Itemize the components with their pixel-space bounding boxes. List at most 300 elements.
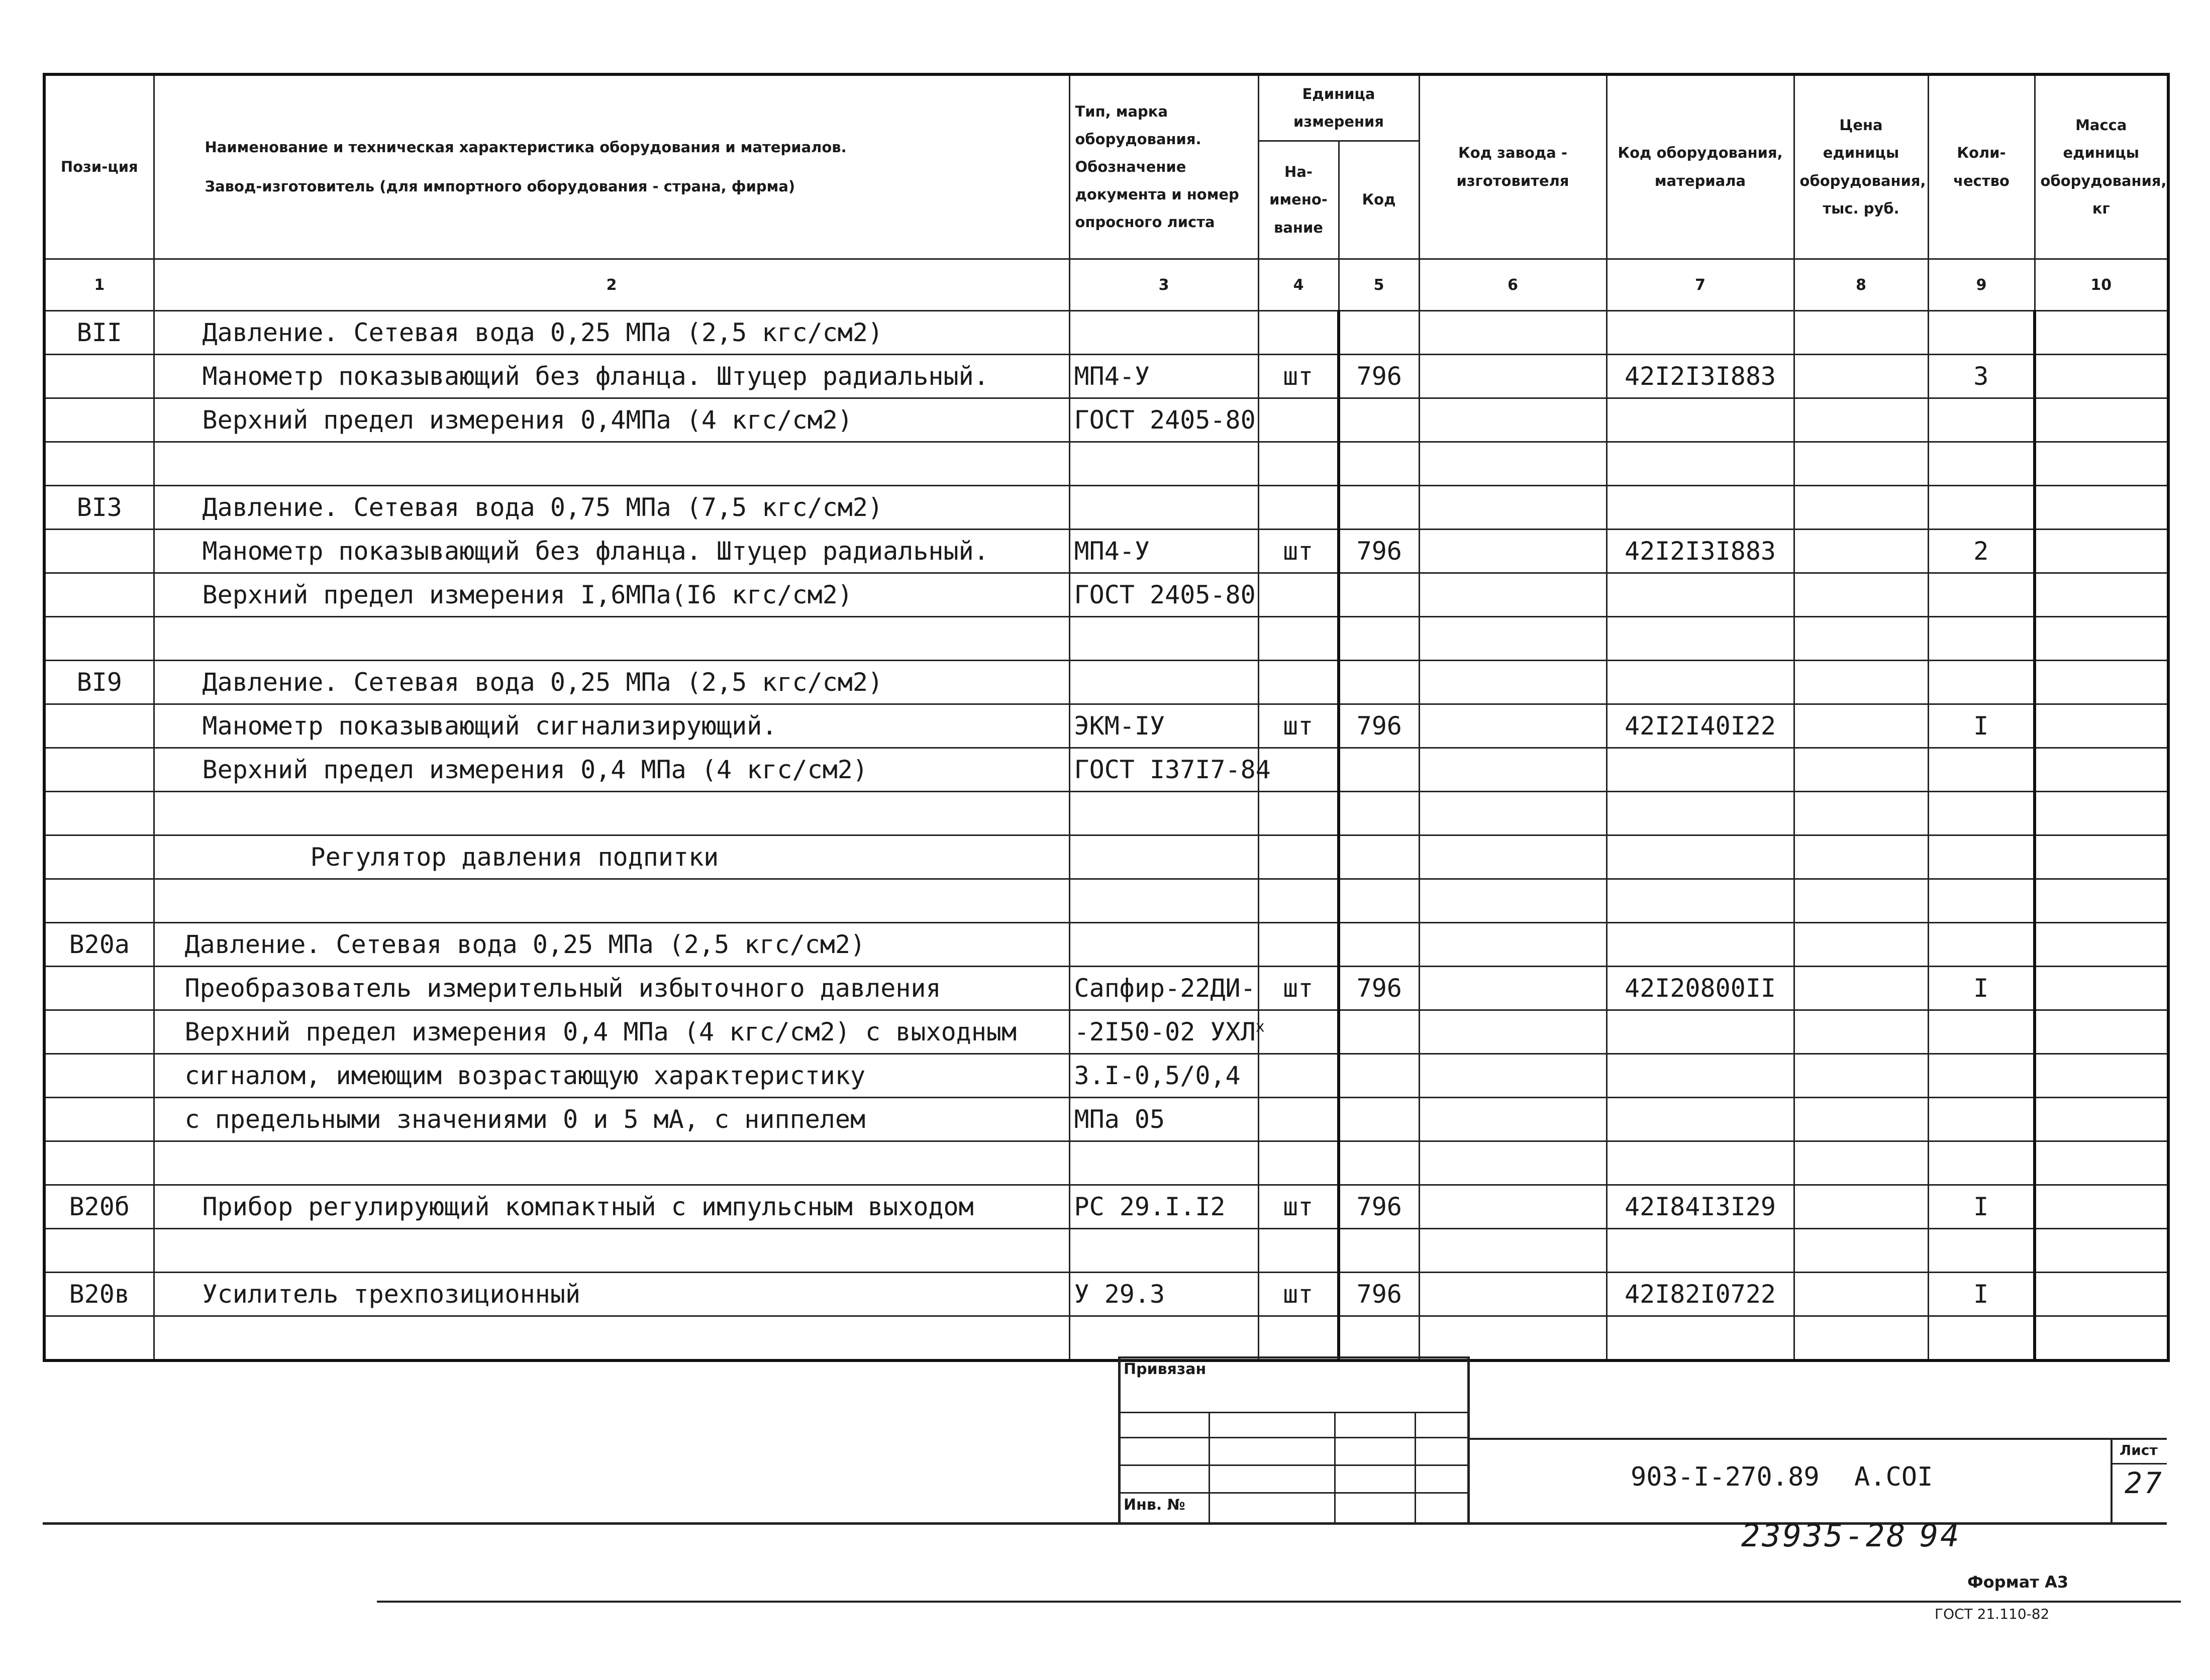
unit-code-cell	[1339, 879, 1419, 923]
name-cell	[154, 792, 1069, 835]
type-cell: Сапфир-22ДИ-	[1069, 967, 1258, 1010]
unit-name-cell: шт	[1258, 704, 1339, 748]
quantity-cell: 2	[1928, 530, 2035, 573]
mass-cell	[2035, 1273, 2168, 1316]
quantity-cell: I	[1928, 1185, 2035, 1229]
equipment-code-cell	[1606, 748, 1794, 792]
unit-code-cell	[1339, 835, 1419, 879]
price-cell	[1794, 923, 1928, 967]
factory-code-cell	[1419, 355, 1606, 398]
unit-code-cell	[1339, 748, 1419, 792]
position-cell	[44, 573, 154, 617]
header-position: Пози-ция	[44, 74, 154, 259]
factory-code-cell	[1419, 1185, 1606, 1229]
mass-cell	[2035, 573, 2168, 617]
price-cell	[1794, 530, 1928, 573]
equipment-code-cell: 42I20800II	[1606, 967, 1794, 1010]
quantity-cell	[1928, 573, 2035, 617]
quantity-cell	[1928, 486, 2035, 530]
tb-line	[1118, 1356, 1121, 1525]
header-name-line1: Наименование и техническая характеристика оборудования и материалов.	[205, 139, 847, 156]
position-cell	[44, 1229, 154, 1273]
header-unit-code: Код	[1339, 141, 1419, 259]
unit-code-cell: 796	[1339, 355, 1419, 398]
table-row	[44, 1273, 2168, 1316]
tb-line	[1118, 1437, 1470, 1438]
table-row	[44, 1141, 2168, 1185]
type-cell: ГОСТ I37I7-84	[1069, 748, 1258, 792]
quantity-cell	[1928, 792, 2035, 835]
column-number: 2	[154, 259, 1069, 311]
quantity-cell: I	[1928, 967, 2035, 1010]
table-row	[44, 355, 2168, 398]
unit-name-cell	[1258, 835, 1339, 879]
bottom-rule	[377, 1601, 2181, 1603]
type-cell	[1069, 1141, 1258, 1185]
unit-code-cell	[1339, 1010, 1419, 1054]
column-number: 9	[1928, 259, 2035, 311]
quantity-cell	[1928, 835, 2035, 879]
header-price: Цена единицы оборудования, тыс. руб.	[1794, 74, 1928, 259]
equipment-code-cell	[1606, 792, 1794, 835]
position-cell	[44, 792, 154, 835]
price-cell	[1794, 1054, 1928, 1098]
table-row	[44, 530, 2168, 573]
equipment-code-cell: 42I82I0722	[1606, 1273, 1794, 1316]
table-row	[44, 1054, 2168, 1098]
tb-line	[1118, 1412, 1470, 1413]
quantity-cell	[1928, 748, 2035, 792]
position-cell	[44, 1098, 154, 1141]
equipment-code-cell	[1606, 1054, 1794, 1098]
table-row	[44, 573, 2168, 617]
name-cell: Верхний предел измерения 0,4 МПа (4 кгс/см2) с выходным	[154, 1010, 1069, 1054]
column-number: 4	[1258, 259, 1339, 311]
position-cell: B20a	[44, 923, 154, 967]
type-cell: ЭКМ-IУ	[1069, 704, 1258, 748]
unit-code-cell	[1339, 661, 1419, 704]
quantity-cell	[1928, 311, 2035, 355]
mass-cell	[2035, 355, 2168, 398]
quantity-cell	[1928, 923, 2035, 967]
factory-code-cell	[1419, 1229, 1606, 1273]
unit-name-cell	[1258, 792, 1339, 835]
type-cell: -2I50-02 УХЛ$^x$	[1069, 1010, 1258, 1054]
inventory-label: Инв. №	[1124, 1496, 1185, 1514]
unit-name-cell: шт	[1258, 967, 1339, 1010]
table-body	[44, 311, 2168, 1361]
unit-name-cell	[1258, 442, 1339, 486]
header-mass: Масса единицы оборудования, кг	[2035, 74, 2168, 259]
price-cell	[1794, 1273, 1928, 1316]
mass-cell	[2035, 1141, 2168, 1185]
factory-code-cell	[1419, 311, 1606, 355]
unit-name-cell: шт	[1258, 1273, 1339, 1316]
price-cell	[1794, 617, 1928, 661]
footnote-mark: x	[1255, 1018, 1265, 1036]
mass-cell	[2035, 835, 2168, 879]
factory-code-cell	[1419, 530, 1606, 573]
mass-cell	[2035, 442, 2168, 486]
type-cell: МПа 05	[1069, 1098, 1258, 1141]
type-cell	[1069, 617, 1258, 661]
factory-code-cell	[1419, 442, 1606, 486]
name-cell: Верхний предел измерения I,6МПа(I6 кгс/см2)	[154, 573, 1069, 617]
tb-line	[1118, 1464, 1470, 1466]
name-cell	[154, 879, 1069, 923]
quantity-cell	[1928, 879, 2035, 923]
type-cell: 3.I-0,5/0,4	[1069, 1054, 1258, 1098]
stamp-number: 23935-28	[1741, 1517, 1907, 1554]
price-cell	[1794, 748, 1928, 792]
header-quantity: Коли-чество	[1928, 74, 2035, 259]
equipment-code-cell: 42I2I40I22	[1606, 704, 1794, 748]
price-cell	[1794, 398, 1928, 442]
table-row	[44, 1229, 2168, 1273]
type-cell	[1069, 923, 1258, 967]
quantity-cell: 3	[1928, 355, 2035, 398]
name-cell: сигналом, имеющим возрастающую характеристику	[154, 1054, 1069, 1098]
unit-name-cell	[1258, 617, 1339, 661]
factory-code-cell	[1419, 1273, 1606, 1316]
unit-name-cell	[1258, 573, 1339, 617]
type-cell	[1069, 792, 1258, 835]
header-name	[154, 74, 1069, 259]
name-cell: Давление. Сетевая вода 0,25 МПа (2,5 кгс/см2)	[154, 311, 1069, 355]
price-cell	[1794, 1316, 1928, 1361]
table-row	[44, 398, 2168, 442]
unit-code-cell	[1339, 486, 1419, 530]
quantity-cell	[1928, 1054, 2035, 1098]
price-cell	[1794, 1229, 1928, 1273]
factory-code-cell	[1419, 1141, 1606, 1185]
quantity-cell	[1928, 1229, 2035, 1273]
name-cell: Давление. Сетевая вода 0,75 МПа (7,5 кгс/см2)	[154, 486, 1069, 530]
unit-name-cell	[1258, 311, 1339, 355]
equipment-code-cell: 42I2I3I883	[1606, 355, 1794, 398]
table-row	[44, 486, 2168, 530]
factory-code-cell	[1419, 1098, 1606, 1141]
unit-name-cell	[1258, 1054, 1339, 1098]
equipment-code-cell	[1606, 311, 1794, 355]
type-cell: МП4-У	[1069, 355, 1258, 398]
mass-cell	[2035, 704, 2168, 748]
position-cell	[44, 967, 154, 1010]
factory-code-cell	[1419, 967, 1606, 1010]
tb-line	[2111, 1463, 2167, 1464]
unit-code-cell: 796	[1339, 704, 1419, 748]
price-cell	[1794, 661, 1928, 704]
specification-table	[43, 73, 2170, 1362]
name-cell: Верхний предел измерения 0,4 МПа (4 кгс/см2)	[154, 748, 1069, 792]
unit-code-cell	[1339, 1054, 1419, 1098]
position-cell: B20в	[44, 1273, 154, 1316]
unit-name-cell	[1258, 398, 1339, 442]
type-cell	[1069, 311, 1258, 355]
price-cell	[1794, 879, 1928, 923]
quantity-cell	[1928, 617, 2035, 661]
equipment-code-cell	[1606, 398, 1794, 442]
name-cell: Давление. Сетевая вода 0,25 МПа (2,5 кгс/см2)	[154, 661, 1069, 704]
header-unit-group: Единица измерения	[1258, 74, 1419, 141]
unit-code-cell: 796	[1339, 967, 1419, 1010]
column-number: 8	[1794, 259, 1928, 311]
price-cell	[1794, 704, 1928, 748]
quantity-cell	[1928, 1010, 2035, 1054]
header-equipment-code: Код оборудования, материала	[1606, 74, 1794, 259]
table-row	[44, 704, 2168, 748]
equipment-code-cell	[1606, 486, 1794, 530]
equipment-code-cell	[1606, 661, 1794, 704]
price-cell	[1794, 835, 1928, 879]
price-cell	[1794, 1185, 1928, 1229]
unit-code-cell	[1339, 1316, 1419, 1361]
mass-cell	[2035, 1229, 2168, 1273]
equipment-code-cell	[1606, 1229, 1794, 1273]
unit-code-cell	[1339, 1098, 1419, 1141]
unit-code-cell: 796	[1339, 530, 1419, 573]
equipment-code-cell	[1606, 442, 1794, 486]
table-row	[44, 1098, 2168, 1141]
name-cell: Усилитель трехпозиционный	[154, 1273, 1069, 1316]
position-cell: BI9	[44, 661, 154, 704]
equipment-code-cell	[1606, 573, 1794, 617]
name-cell	[154, 1229, 1069, 1273]
name-cell: Манометр показывающий без фланца. Штуцер радиальный.	[154, 355, 1069, 398]
position-cell	[44, 1141, 154, 1185]
equipment-code-cell: 42I2I3I883	[1606, 530, 1794, 573]
column-number: 7	[1606, 259, 1794, 311]
factory-code-cell	[1419, 573, 1606, 617]
name-cell	[154, 1141, 1069, 1185]
table-row	[44, 748, 2168, 792]
type-cell	[1069, 1316, 1258, 1361]
equipment-code-cell	[1606, 617, 1794, 661]
table-row	[44, 442, 2168, 486]
factory-code-cell	[1419, 661, 1606, 704]
sheet-label: Лист	[2120, 1442, 2158, 1458]
tb-line	[1118, 1492, 1470, 1494]
table-row	[44, 879, 2168, 923]
column-number: 3	[1069, 259, 1258, 311]
type-cell: РС 29.I.I2	[1069, 1185, 1258, 1229]
tb-line	[1467, 1356, 1470, 1525]
type-cell: У 29.3	[1069, 1273, 1258, 1316]
position-cell: BI3	[44, 486, 154, 530]
tb-line	[1209, 1412, 1210, 1522]
equipment-code-cell	[1606, 1010, 1794, 1054]
tb-line	[1118, 1356, 1470, 1358]
position-cell	[44, 398, 154, 442]
table-row	[44, 311, 2168, 355]
type-cell	[1069, 879, 1258, 923]
sheet-number: 27	[2125, 1466, 2164, 1500]
unit-code-cell: 796	[1339, 1185, 1419, 1229]
factory-code-cell	[1419, 704, 1606, 748]
price-cell	[1794, 311, 1928, 355]
name-cell: Давление. Сетевая вода 0,25 МПа (2,5 кгс/см2)	[154, 923, 1069, 967]
position-cell: B20б	[44, 1185, 154, 1229]
type-cell	[1069, 442, 1258, 486]
table-row	[44, 923, 2168, 967]
unit-name-cell: шт	[1258, 355, 1339, 398]
unit-name-cell	[1258, 661, 1339, 704]
factory-code-cell	[1419, 835, 1606, 879]
column-number: 5	[1339, 259, 1419, 311]
mass-cell	[2035, 1316, 2168, 1361]
gost-label: ГОСТ 21.110-82	[1935, 1606, 2050, 1622]
price-cell	[1794, 486, 1928, 530]
name-cell: Преобразователь измерительный избыточного давления	[154, 967, 1069, 1010]
unit-name-cell	[1258, 879, 1339, 923]
unit-name-cell: шт	[1258, 530, 1339, 573]
position-cell	[44, 1054, 154, 1098]
position-cell	[44, 704, 154, 748]
mass-cell	[2035, 1054, 2168, 1098]
tb-line	[2111, 1438, 2113, 1523]
table-row	[44, 835, 2168, 879]
table-row	[44, 1185, 2168, 1229]
unit-name-cell	[1255, 1010, 1339, 1054]
unit-code-cell	[1339, 1141, 1419, 1185]
header-name-line2: Завод-изготовитель (для импортного оборудования - страна, фирма)	[205, 177, 795, 195]
position-cell	[44, 1316, 154, 1361]
price-cell	[1794, 792, 1928, 835]
unit-code-cell: 796	[1339, 1273, 1419, 1316]
unit-name-cell: шт	[1258, 1185, 1339, 1229]
quantity-cell	[1928, 398, 2035, 442]
factory-code-cell	[1419, 617, 1606, 661]
name-cell: с предельными значениями 0 и 5 мА, с ниппелем	[154, 1098, 1069, 1141]
mass-cell	[2035, 879, 2168, 923]
tb-line	[1467, 1438, 2167, 1440]
mass-cell	[2035, 530, 2168, 573]
position-cell	[44, 617, 154, 661]
type-cell: ГОСТ 2405-80	[1069, 398, 1258, 442]
factory-code-cell	[1419, 879, 1606, 923]
factory-code-cell	[1419, 792, 1606, 835]
factory-code-cell	[1419, 1054, 1606, 1098]
unit-code-cell	[1339, 442, 1419, 486]
unit-name-cell	[1258, 1316, 1339, 1361]
position-cell	[44, 355, 154, 398]
equipment-code-cell: 42I84I3I29	[1606, 1185, 1794, 1229]
unit-name-cell	[1258, 486, 1339, 530]
unit-code-cell	[1339, 398, 1419, 442]
table-row	[44, 661, 2168, 704]
quantity-cell	[1928, 442, 2035, 486]
price-cell	[1794, 1010, 1928, 1054]
document-code: А.СОI	[1854, 1462, 1933, 1492]
type-cell	[1069, 1229, 1258, 1273]
mass-cell	[2035, 486, 2168, 530]
quantity-cell	[1928, 1316, 2035, 1361]
unit-code-cell	[1339, 1229, 1419, 1273]
column-number: 1	[44, 259, 154, 311]
name-cell: Регулятор давления подпитки	[154, 835, 1069, 879]
factory-code-cell	[1419, 748, 1606, 792]
unit-code-cell	[1339, 617, 1419, 661]
price-cell	[1794, 442, 1928, 486]
type-cell	[1069, 661, 1258, 704]
mass-cell	[2035, 1098, 2168, 1141]
mass-cell	[2035, 967, 2168, 1010]
mass-cell	[2035, 311, 2168, 355]
unit-name-cell	[1258, 1141, 1339, 1185]
tb-line	[1334, 1412, 1336, 1522]
mass-cell	[2035, 398, 2168, 442]
type-cell	[1069, 486, 1258, 530]
quantity-cell	[1928, 661, 2035, 704]
name-cell: Верхний предел измерения 0,4МПа (4 кгс/см2)	[154, 398, 1069, 442]
mass-cell	[2035, 748, 2168, 792]
factory-code-cell	[1419, 923, 1606, 967]
unit-code-cell	[1339, 311, 1419, 355]
tb-line	[1415, 1412, 1416, 1522]
mass-cell	[2035, 923, 2168, 967]
stamp-number-2: 94	[1920, 1517, 1961, 1554]
table-row	[44, 617, 2168, 661]
position-cell	[44, 748, 154, 792]
mass-cell	[2035, 792, 2168, 835]
document-designation: 903-I-270.89	[1631, 1462, 1820, 1492]
name-cell	[154, 442, 1069, 486]
quantity-cell: I	[1928, 704, 2035, 748]
unit-code-cell	[1339, 792, 1419, 835]
mass-cell	[2035, 1185, 2168, 1229]
type-cell: МП4-У	[1069, 530, 1258, 573]
price-cell	[1794, 967, 1928, 1010]
quantity-cell	[1928, 1098, 2035, 1141]
type-cell	[1069, 835, 1258, 879]
unit-name-cell	[1258, 923, 1339, 967]
format-label: Формат А3	[1967, 1572, 2069, 1592]
price-cell	[1794, 355, 1928, 398]
table-row	[44, 1316, 2168, 1361]
position-cell	[44, 879, 154, 923]
type-cell: ГОСТ 2405-80	[1069, 573, 1258, 617]
header-factory-code: Код завода - изготовителя	[1419, 74, 1606, 259]
name-cell	[154, 1316, 1069, 1361]
price-cell	[1794, 573, 1928, 617]
unit-code-cell	[1339, 573, 1419, 617]
position-cell	[44, 1010, 154, 1054]
quantity-cell	[1928, 1141, 2035, 1185]
equipment-code-cell	[1606, 1098, 1794, 1141]
table-row	[44, 967, 2168, 1010]
header-unit-name: На-имено-вание	[1258, 141, 1339, 259]
name-cell: Манометр показывающий сигнализирующий.	[154, 704, 1069, 748]
name-cell: Манометр показывающий без фланца. Штуцер радиальный.	[154, 530, 1069, 573]
factory-code-cell	[1419, 486, 1606, 530]
equipment-code-cell	[1606, 835, 1794, 879]
table-row	[44, 1010, 2168, 1054]
column-number: 6	[1419, 259, 1606, 311]
price-cell	[1794, 1098, 1928, 1141]
column-number: 10	[2035, 259, 2168, 311]
unit-name-cell	[1258, 1098, 1339, 1141]
privyazan-label: Привязан	[1124, 1360, 1207, 1378]
name-cell: Прибор регулирующий компактный с импульсным выходом	[154, 1185, 1069, 1229]
position-cell	[44, 530, 154, 573]
unit-code-cell	[1339, 923, 1419, 967]
position-cell	[44, 442, 154, 486]
unit-name-cell	[1258, 1229, 1339, 1273]
equipment-code-cell	[1606, 1141, 1794, 1185]
quantity-cell: I	[1928, 1273, 2035, 1316]
table-row	[44, 792, 2168, 835]
mass-cell	[2035, 661, 2168, 704]
